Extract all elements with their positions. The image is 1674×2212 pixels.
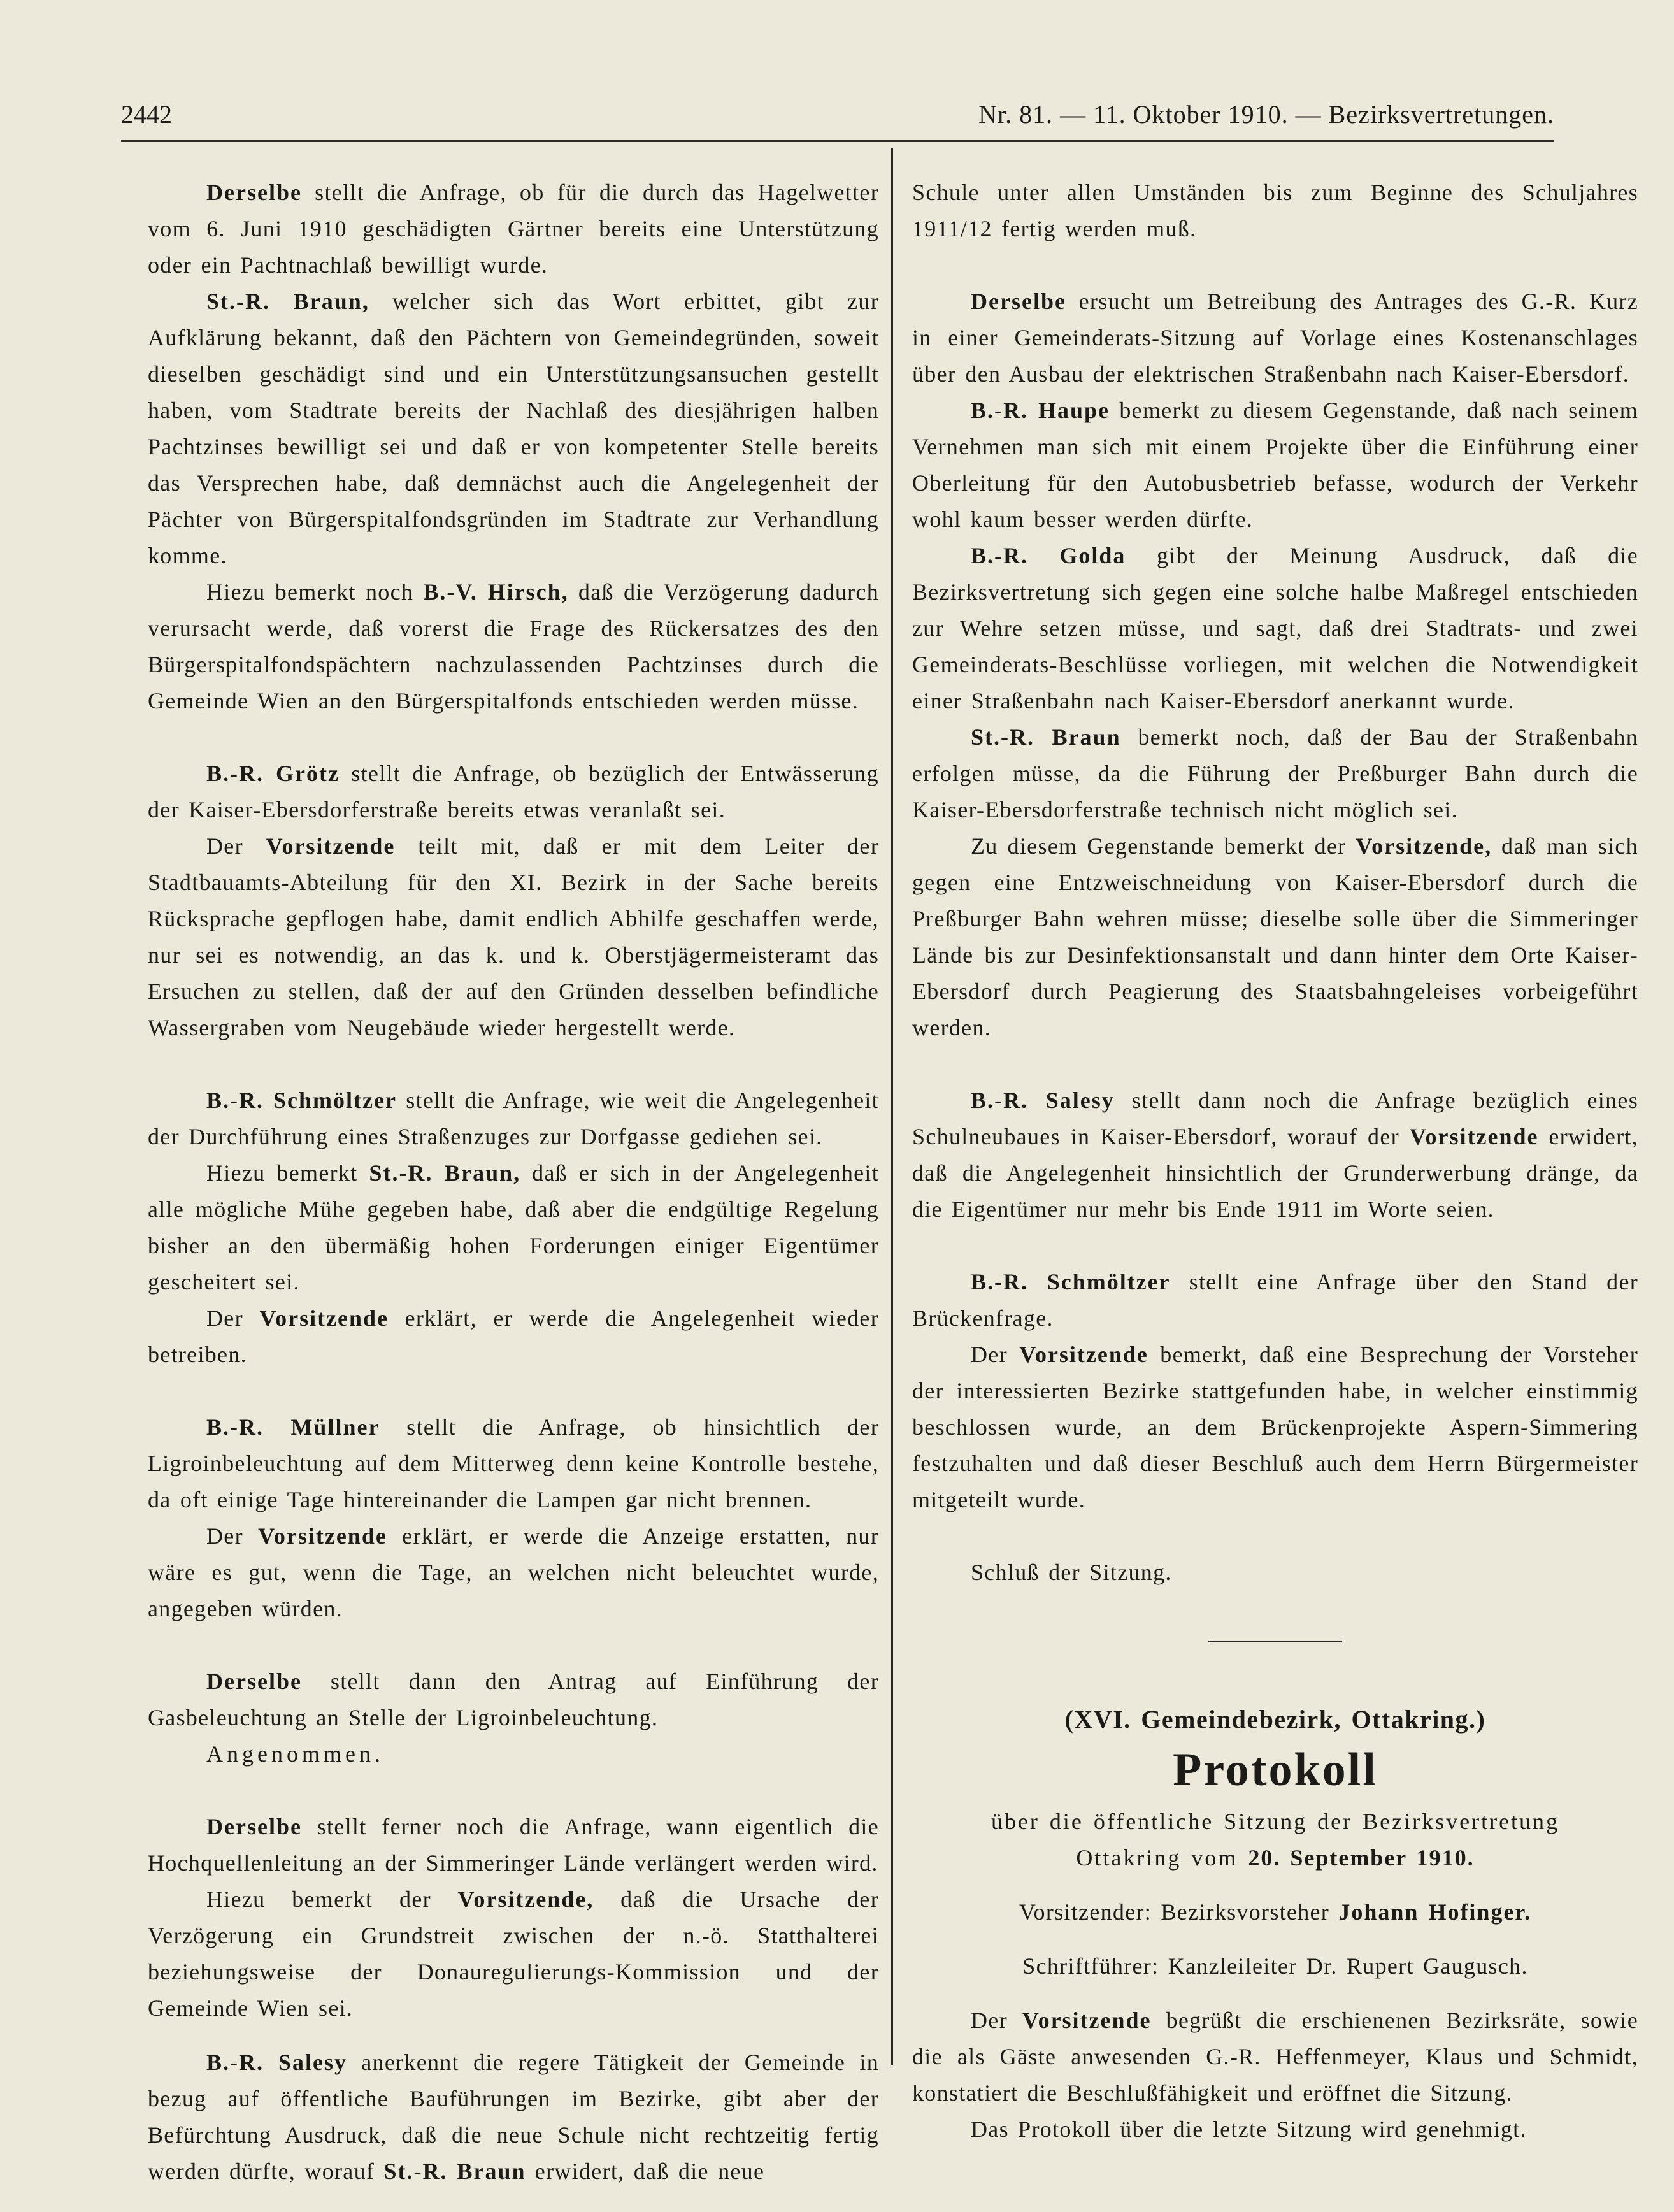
paragraph-text: stellt die Anfrage, ob bezüglich der Entwässerung der Kaiser-Ebersdorferstraße bereits etwas veranlaßt sei. bbox=[148, 761, 879, 822]
right-column bbox=[912, 175, 1638, 2148]
resolution-text: Angenommen. bbox=[206, 1741, 384, 1767]
paragraph-text: anerkennt die regere Tätigkeit der Gemeinde in bezug auf öffentliche Bauführungen im Bezirke, gibt aber der Befürchtung Ausdruck, daß die neue Schule nicht rechtzeitig fertig werden dürfte, worauf bbox=[148, 2050, 879, 2184]
paragraph bbox=[148, 1518, 879, 1627]
paragraph bbox=[912, 719, 1638, 828]
paragraph-text: begrüßt die erschienenen Bezirksräte, sowie die als Gäste anwesenden G.-R. Heffenmeyer, Klaus und Schmidt, konstatiert die Beschlußfähigkeit und eröffnet die Sitzung. bbox=[912, 2007, 1638, 2106]
paragraph-continued: Schule unter allen Umständen bis zum Beginne des Schuljahres 1911/12 fertig werden muß. bbox=[912, 180, 1638, 241]
paragraph-lead: Der bbox=[971, 2007, 1022, 2033]
speaker-name: B.-R. Haupe bbox=[971, 398, 1110, 423]
paragraph-text: gibt der Meinung Ausdruck, daß die Bezirksvertretung sich gegen eine solche halbe Maßregel entschieden zur Wehre setzen müsse, und sagt, daß drei Stadtrats- und zwei Gemeinderats-Beschlüsse vorliegen, mit welchen die Notwendigkeit einer Straßenbahn nach Kaiser-Ebersdorf anerkannt wurde. bbox=[912, 543, 1638, 714]
column-divider bbox=[891, 148, 893, 2065]
speaker-name: Vorsitzende bbox=[258, 1523, 387, 1549]
speaker-name: Vorsitzende bbox=[1409, 1124, 1539, 1149]
left-column bbox=[148, 175, 879, 2190]
paragraph bbox=[912, 828, 1638, 1046]
speaker-name: St.-R. Braun bbox=[971, 724, 1121, 750]
paragraph bbox=[912, 1082, 1638, 1228]
speaker-name: B.-R. Salesy bbox=[971, 1088, 1115, 1113]
paragraph bbox=[148, 1809, 879, 1881]
speaker-name: Derselbe bbox=[971, 289, 1066, 314]
paragraph-text: erklärt, er werde die Anzeige erstatten, nur wäre es gut, wenn die Tage, an welchen nicht beleuchtet wurde, angegeben würden. bbox=[148, 1523, 879, 1621]
speaker-name: St.-R. Braun, bbox=[369, 1160, 521, 1186]
speaker-name: B.-R. Salesy bbox=[206, 2050, 347, 2075]
paragraph-lead: Der bbox=[206, 833, 266, 859]
paragraph-lead: Hiezu bemerkt bbox=[206, 1160, 369, 1186]
page-number: 2442 bbox=[121, 100, 172, 129]
chair-name: Johann Hofinger. bbox=[1338, 1899, 1532, 1925]
speaker-name: Derselbe bbox=[206, 1814, 302, 1839]
speaker-name: B.-V. Hirsch, bbox=[423, 579, 569, 605]
paragraph bbox=[148, 1155, 879, 1300]
paragraph bbox=[148, 756, 879, 828]
paragraph bbox=[148, 1409, 879, 1518]
paragraph-text: bemerkt, daß eine Besprechung der Vorsteher der interessierten Bezirke stattgefunden habe, in welcher einstimmig beschlossen wurde, an dem Brückenprojekte Aspern-Simmering festzuhalten und daß dieser Beschluß auch dem Herrn Bürgermeister mitgeteilt wurde. bbox=[912, 1342, 1638, 1512]
paragraph-text: erwidert, daß die Angelegenheit hinsichtlich der Grunderwerbung dränge, da die Eigentümer nur mehr bis Ende 1911 im Worte seien. bbox=[912, 1124, 1638, 1222]
paragraph-lead: Der bbox=[971, 1342, 1020, 1367]
speaker-name: Vorsitzende, bbox=[457, 1886, 594, 1912]
protokoll-date-line bbox=[912, 1840, 1638, 1876]
district-heading: (XVI. Gemeindebezirk, Ottakring.) bbox=[1064, 1705, 1486, 1734]
secretary-line: Schriftführer: Kanzleileiter Dr. Rupert Gaugusch. bbox=[1022, 1953, 1528, 1979]
speaker-name: B.-R. Müllner bbox=[206, 1414, 380, 1440]
paragraph-text: stellt die Anfrage, ob hinsichtlich der Ligroinbeleuchtung auf dem Mitterweg denn keine Kontrolle bestehe, da oft einige Tage hintereinander die Lampen gar nicht brennen. bbox=[148, 1414, 879, 1512]
paragraph-text: daß die Ursache der Verzögerung ein Grundstreit zwischen der n.-ö. Statthalterei beziehungsweise der Donauregulierungs-Kommission und der Gemeinde Wien sei. bbox=[148, 1886, 880, 2021]
speaker-name: B.-R. Schmöltzer bbox=[206, 1088, 397, 1113]
paragraph-text: erwidert, daß die neue bbox=[526, 2158, 765, 2184]
paragraph bbox=[912, 392, 1638, 538]
paragraph bbox=[148, 2044, 879, 2190]
paragraph-lead: Zu diesem Gegenstande bemerkt der bbox=[971, 833, 1356, 859]
paragraph-lead: Hiezu bemerkt noch bbox=[206, 579, 424, 605]
paragraph bbox=[148, 574, 879, 719]
speaker-name: Vorsitzende bbox=[259, 1305, 389, 1331]
paragraph bbox=[912, 1337, 1638, 1518]
paragraph bbox=[148, 1663, 879, 1736]
date-lead: Ottakring vom bbox=[1076, 1845, 1248, 1871]
closing-line: Das Protokoll über die letzte Sitzung wird genehmigt. bbox=[971, 2116, 1527, 2142]
session-date: 20. September 1910. bbox=[1248, 1845, 1475, 1871]
paragraph-text: daß man sich gegen eine Entzweischneidung von Kaiser-Ebersdorf durch die Preßburger Bahn wehren müsse; dieselbe solle über die Simmeringer Lände bis zur Desinfektionsanstalt und dann hinter dem Orte Kaiser-Ebersdorf durch Peagierung des Staatsbahngeleises vorbeigeführt werden. bbox=[912, 833, 1638, 1040]
speaker-name: B.-R. Schmöltzer bbox=[971, 1269, 1171, 1295]
paragraph-text: daß die Verzögerung dadurch verursacht werde, daß vorerst die Frage des Rückersatzes des den Bürgerspitalfondspächtern nachzulassenden Pachtzinses durch die Gemeinde Wien an den Bürgerspitalfonds entschieden werden müsse. bbox=[148, 579, 879, 714]
speaker-name: B.-R. Golda bbox=[971, 543, 1126, 568]
paragraph bbox=[912, 2002, 1638, 2111]
chair-line bbox=[912, 1894, 1638, 1930]
paragraph bbox=[148, 1881, 879, 2027]
speaker-name: St.-R. Braun bbox=[383, 2158, 526, 2184]
paragraph bbox=[912, 284, 1638, 392]
speaker-name: Vorsitzende bbox=[1019, 1342, 1148, 1367]
paragraph bbox=[148, 1082, 879, 1155]
paragraph-text: erklärt, er werde die Angelegenheit wieder betreiben. bbox=[148, 1305, 879, 1367]
paragraph-text: stellt ferner noch die Anfrage, wann eigentlich die Hochquellenleitung an der Simmeringer Lände verlängert werden wird. bbox=[148, 1814, 879, 1876]
paragraph bbox=[148, 175, 879, 284]
paragraph-text: stellt die Anfrage, wie weit die Angelegenheit der Durchführung eines Straßenzuges zur Dorfgasse gediehen sei. bbox=[148, 1088, 879, 1149]
paragraph bbox=[148, 1300, 879, 1373]
section-divider bbox=[1208, 1641, 1342, 1642]
paragraph-text: stellt dann noch die Anfrage bezüglich eines Schulneubaues in Kaiser-Ebersdorf, worauf der bbox=[912, 1088, 1638, 1149]
protokoll-subtitle: über die öffentliche Sitzung der Bezirksvertretung bbox=[991, 1809, 1560, 1834]
session-end: Schluß der Sitzung. bbox=[971, 1560, 1172, 1585]
chair-label: Vorsitzender: Bezirksvorsteher bbox=[1019, 1899, 1339, 1925]
paragraph-lead: Der bbox=[206, 1305, 260, 1331]
paragraph bbox=[148, 828, 879, 1046]
paragraph-text: stellt eine Anfrage über den Stand der Brückenfrage. bbox=[912, 1269, 1639, 1331]
paragraph-text: teilt mit, daß er mit dem Leiter der Stadtbauamts-Abteilung für den XI. Bezirk in der Sache bereits Rücksprache gepflogen habe, damit endlich Abhilfe geschaffen werde, nur sei es notwendig, an das k. und k. Oberstjägermeisteramt das Ersuchen zu stellen, daß der auf den Gründen desselben befindliche Wassergraben vom Neugebäude wieder hergestellt werde. bbox=[148, 833, 879, 1040]
paragraph-text: bemerkt noch, daß der Bau der Straßenbahn erfolgen müsse, da die Führung der Preßburger Bahn durch die Kaiser-Ebersdorferstraße technisch nicht möglich sei. bbox=[912, 724, 1638, 822]
speaker-name: B.-R. Grötz bbox=[206, 761, 340, 786]
paragraph bbox=[148, 284, 879, 574]
page-header bbox=[121, 96, 1554, 142]
speaker-name: Vorsitzende bbox=[1022, 2007, 1152, 2033]
paragraph-lead: Der bbox=[206, 1523, 259, 1549]
speaker-name: Derselbe bbox=[206, 180, 302, 205]
paragraph-lead: Hiezu bemerkt der bbox=[206, 1886, 458, 1912]
paragraph-text: stellt dann den Antrag auf Einführung der Gasbeleuchtung an Stelle der Ligroinbeleuchtung. bbox=[148, 1669, 879, 1730]
speaker-name: Vorsitzende, bbox=[1356, 833, 1492, 859]
running-title: Nr. 81. — 11. Oktober 1910. — Bezirksvertretungen. bbox=[978, 100, 1554, 129]
paragraph-text: bemerkt zu diesem Gegenstande, daß nach seinem Vernehmen man sich mit einem Projekte über die Einführung einer Oberleitung für den Autobusbetrieb befasse, wodurch der Verkehr wohl kaum besser werden dürfte. bbox=[912, 398, 1638, 532]
speaker-name: St.-R. Braun, bbox=[206, 289, 369, 314]
paragraph bbox=[912, 1264, 1638, 1337]
speaker-name: Derselbe bbox=[206, 1669, 302, 1694]
protokoll-title: Protokoll bbox=[1173, 1744, 1378, 1796]
speaker-name: Vorsitzende bbox=[266, 833, 396, 859]
paragraph-text: daß er sich in der Angelegenheit alle mögliche Mühe gegeben habe, daß aber die endgültige Regelung bisher an den übermäßig hohen Forderungen einiger Eigentümer gescheitert sei. bbox=[148, 1160, 879, 1295]
paragraph-text: ersucht um Betreibung des Antrages des G.-R. Kurz in einer Gemeinderats-Sitzung auf Vorlage eines Kostenanschlages über den Ausbau der elektrischen Straßenbahn nach Kaiser-Ebersdorf. bbox=[912, 289, 1638, 387]
paragraph-text: stellt die Anfrage, ob für die durch das Hagelwetter vom 6. Juni 1910 geschädigten Gärtner bereits eine Unterstützung oder ein Pachtnachlaß bewilligt wurde. bbox=[148, 180, 879, 278]
paragraph bbox=[912, 538, 1638, 719]
paragraph-text: welcher sich das Wort erbittet, gibt zur Aufklärung bekannt, daß den Pächtern von Gemeindegründen, soweit dieselben geschädigt sind und ein Unterstützungsansuchen gestellt haben, vom Stadtrate bereits der Nachlaß des diesjährigen halben Pachtzinses bewilligt sei und daß er von kompetenter Stelle bereits das Versprechen habe, daß demnächst auch die Angelegenheit der Pächter von Bürgerspitalfondsgründen im Stadtrate zur Verhandlung komme. bbox=[148, 289, 880, 568]
